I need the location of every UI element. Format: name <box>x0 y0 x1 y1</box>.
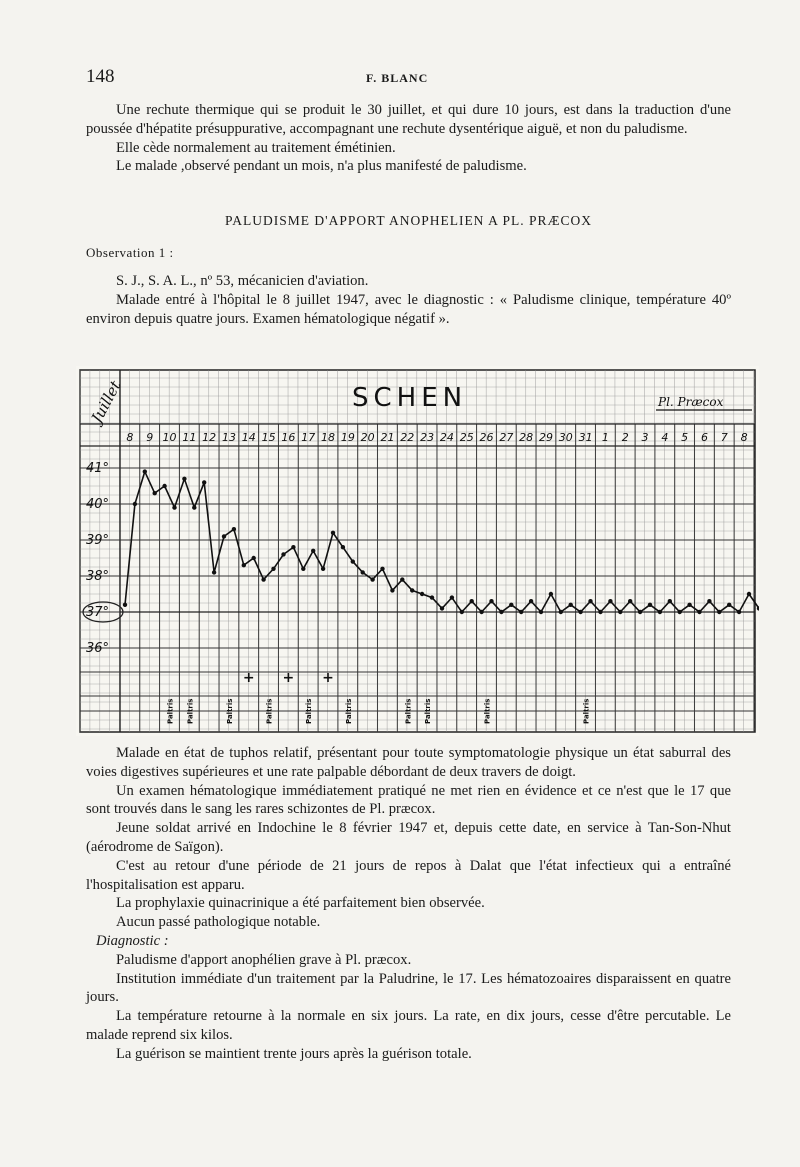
temperature-point <box>578 610 582 614</box>
temperature-point <box>261 577 265 581</box>
day-tick-label: 20 <box>360 431 375 444</box>
temperature-point <box>380 567 384 571</box>
temperature-curve <box>125 472 759 612</box>
treatment-label: Paltris <box>305 698 314 724</box>
treatment-label: Paltris <box>582 698 591 724</box>
temperature-point <box>687 603 691 607</box>
temperature-point <box>737 610 741 614</box>
paragraph: Aucun passé pathologique notable. <box>116 914 321 931</box>
intro-text <box>86 101 731 176</box>
temperature-point <box>479 610 483 614</box>
temp-tick-label: 36° <box>86 641 110 656</box>
treatment-plus-mark: + <box>242 670 255 686</box>
temperature-point <box>430 595 434 599</box>
treatment-label: Paltris <box>404 698 413 724</box>
temperature-point <box>539 610 543 614</box>
day-tick-label: 10 <box>162 431 177 444</box>
admission-paragraph: Malade entré à l'hôpital le 8 juillet 1947, avec le diagnostic : « Paludisme clinique, température 40º environ depuis quatre jours. Examen hématologique négatif ». <box>86 291 731 327</box>
temperature-point <box>222 534 226 538</box>
patient-line: S. J., S. A. L., nº 53, mécanicien d'aviation. <box>116 273 369 289</box>
temperature-point <box>390 588 394 592</box>
temperature-point <box>232 527 236 531</box>
day-tick-label: 2 <box>621 431 629 444</box>
temperature-point <box>519 610 523 614</box>
temperature-point <box>242 563 246 567</box>
paragraph: Une rechute thermique qui se produit le 30 juillet, et qui dure 10 jours, est dans la traduction d'une poussée d'hépatite présuppurative, accompagnant une rechute dysentérique aiguë, et non du paludisme. <box>86 102 731 137</box>
temperature-point <box>618 610 622 614</box>
temperature-point <box>370 577 374 581</box>
paragraph: Jeune soldat arrivé en Indochine le 8 février 1947 et, depuis cette date, en service à Tan-Son-Nhut (aérodrome de Saïgon). <box>86 820 731 855</box>
temp-tick-label: 41° <box>86 461 110 476</box>
day-tick-label: 4 <box>661 431 669 444</box>
day-tick-label: 3 <box>641 431 649 444</box>
paragraph: Malade en état de tuphos relatif, présentant pour toute symptomatologie physique un état saburral des voies digestives supérieures et une rate palpable débordant de deux travers de doigt. <box>86 745 731 780</box>
day-tick-label: 17 <box>301 431 316 444</box>
temperature-point <box>400 577 404 581</box>
paragraph: Elle cède normalement au traitement émétinien. <box>116 139 396 156</box>
temperature-point <box>489 599 493 603</box>
patient-name-label: SCHEN <box>352 383 468 413</box>
temperature-point <box>341 545 345 549</box>
running-header-author: F. BLANC <box>366 71 429 85</box>
temperature-point <box>658 610 662 614</box>
day-tick-label: 26 <box>479 431 494 444</box>
temperature-point <box>638 610 642 614</box>
paragraph: Institution immédiate d'un traitement par la Paludrine, le 17. Les hématozoaires disparaissent en quatre jours. <box>86 970 731 1006</box>
day-tick-label: 16 <box>281 431 296 444</box>
observation-label: Observation 1 : <box>86 245 174 260</box>
paragraph: Le malade ,observé pendant un mois, n'a plus manifesté de paludisme. <box>116 158 527 175</box>
temperature-point <box>569 603 573 607</box>
section-title: PALUDISME D'APPORT ANOPHELIEN A PL. PRÆCOX <box>225 213 592 228</box>
temperature-point <box>499 610 503 614</box>
temperature-point <box>668 599 672 603</box>
temperature-point <box>311 549 315 553</box>
temperature-point <box>351 559 355 563</box>
temp-tick-label: 39° <box>86 533 110 548</box>
temperature-point <box>529 599 533 603</box>
treatment-plus-mark: + <box>322 670 334 686</box>
day-tick-label: 31 <box>578 431 593 444</box>
day-tick-label: 12 <box>202 431 217 444</box>
temperature-point <box>410 588 414 592</box>
temp-tick-label: 40° <box>86 497 110 512</box>
temperature-point <box>162 484 166 488</box>
temperature-point <box>717 610 721 614</box>
treatment-label: Paltris <box>344 698 353 724</box>
day-tick-label: 11 <box>182 431 197 444</box>
temperature-point <box>559 610 563 614</box>
paragraph: La température retourne à la normale en six jours. La rate, en dix jours, cesse d'être percutable. Le malade reprend six kilos. <box>86 1008 731 1043</box>
temperature-point <box>460 610 464 614</box>
temp-tick-label: 37° <box>86 605 110 620</box>
treatment-label: Paltris <box>186 698 195 724</box>
temperature-point <box>470 599 474 603</box>
day-tick-label: 9 <box>146 431 154 444</box>
temperature-point <box>182 477 186 481</box>
temperature-point <box>202 480 206 484</box>
temp-tick-label: 38° <box>86 569 110 584</box>
temperature-point <box>212 570 216 574</box>
temperature-point <box>628 599 632 603</box>
temperature-point <box>549 592 553 596</box>
day-tick-label: 24 <box>439 431 454 444</box>
temperature-point <box>153 491 157 495</box>
day-tick-label: 7 <box>720 431 728 444</box>
treatment-label: Paltris <box>483 698 492 724</box>
day-tick-label: 28 <box>519 431 534 444</box>
temperature-point <box>143 469 147 473</box>
treatment-plus-mark: + <box>282 670 295 686</box>
day-tick-label: 18 <box>321 431 336 444</box>
day-tick-label: 25 <box>459 431 474 444</box>
temperature-point <box>648 603 652 607</box>
temperature-point <box>678 610 682 614</box>
temperature-point <box>281 552 285 556</box>
day-tick-label: 14 <box>241 431 256 444</box>
day-tick-label: 29 <box>538 431 553 444</box>
day-tick-label: 22 <box>400 431 415 444</box>
day-tick-label: 15 <box>261 431 276 444</box>
day-tick-label: 1 <box>601 431 609 444</box>
temperature-point <box>331 531 335 535</box>
temperature-point <box>509 603 513 607</box>
paragraph: La guérison se maintient trente jours après la guérison totale. <box>116 1045 472 1062</box>
treatment-label: Paltris <box>166 698 175 724</box>
temperature-point <box>450 595 454 599</box>
day-tick-label: 8 <box>126 431 134 444</box>
temperature-point <box>123 603 127 607</box>
treatment-label: Paltris <box>265 698 274 724</box>
month-label: Juillet <box>87 377 125 426</box>
day-tick-label: 13 <box>221 431 236 444</box>
treatment-label: Paltris <box>424 698 433 724</box>
temperature-point <box>192 505 196 509</box>
day-tick-label: 8 <box>740 431 748 444</box>
temperature-point <box>172 505 176 509</box>
page-number: 148 <box>86 66 115 87</box>
temperature-point <box>727 603 731 607</box>
temperature-point <box>271 567 275 571</box>
diagnostic-label: Diagnostic : <box>96 932 169 949</box>
temperature-point <box>321 567 325 571</box>
temperature-chart-svg <box>76 366 759 736</box>
temperature-point <box>707 599 711 603</box>
temperature-point <box>291 545 295 549</box>
temperature-point <box>588 599 592 603</box>
temperature-point <box>697 610 701 614</box>
temperature-point <box>440 606 444 610</box>
temperature-point <box>608 599 612 603</box>
paragraph: C'est au retour d'une période de 21 jours de repos à Dalat que l'état infectieux qui a entraîné l'hospitalisation est apparu. <box>86 857 731 893</box>
paragraph: La prophylaxie quinacrinique a été parfaitement bien observée. <box>116 895 485 912</box>
parasite-label: Pl. Præcox <box>658 395 724 409</box>
temperature-point <box>598 610 602 614</box>
treatment-label: Paltris <box>225 698 234 724</box>
temperature-point <box>361 570 365 574</box>
day-tick-label: 21 <box>380 431 395 444</box>
temperature-chart <box>76 366 759 736</box>
temperature-point <box>747 592 751 596</box>
day-tick-label: 30 <box>558 431 573 444</box>
clinical-text <box>86 744 731 1064</box>
temperature-point <box>252 556 256 560</box>
day-tick-label: 19 <box>340 431 355 444</box>
day-tick-label: 6 <box>700 431 708 444</box>
temperature-point <box>133 502 137 506</box>
temperature-point <box>301 567 305 571</box>
day-tick-label: 23 <box>420 431 435 444</box>
day-tick-label: 5 <box>681 431 689 444</box>
paragraph: Un examen hématologique immédiatement pratiqué ne met rien en évidence et ce n'est que le 17 que sont trouvés dans le sang les rares schizontes de Pl. præcox. <box>86 782 731 818</box>
day-tick-label: 27 <box>499 431 514 444</box>
temperature-point <box>420 592 424 596</box>
paragraph: Paludisme d'apport anophélien grave à Pl. præcox. <box>116 951 412 968</box>
patient-text <box>86 272 731 328</box>
